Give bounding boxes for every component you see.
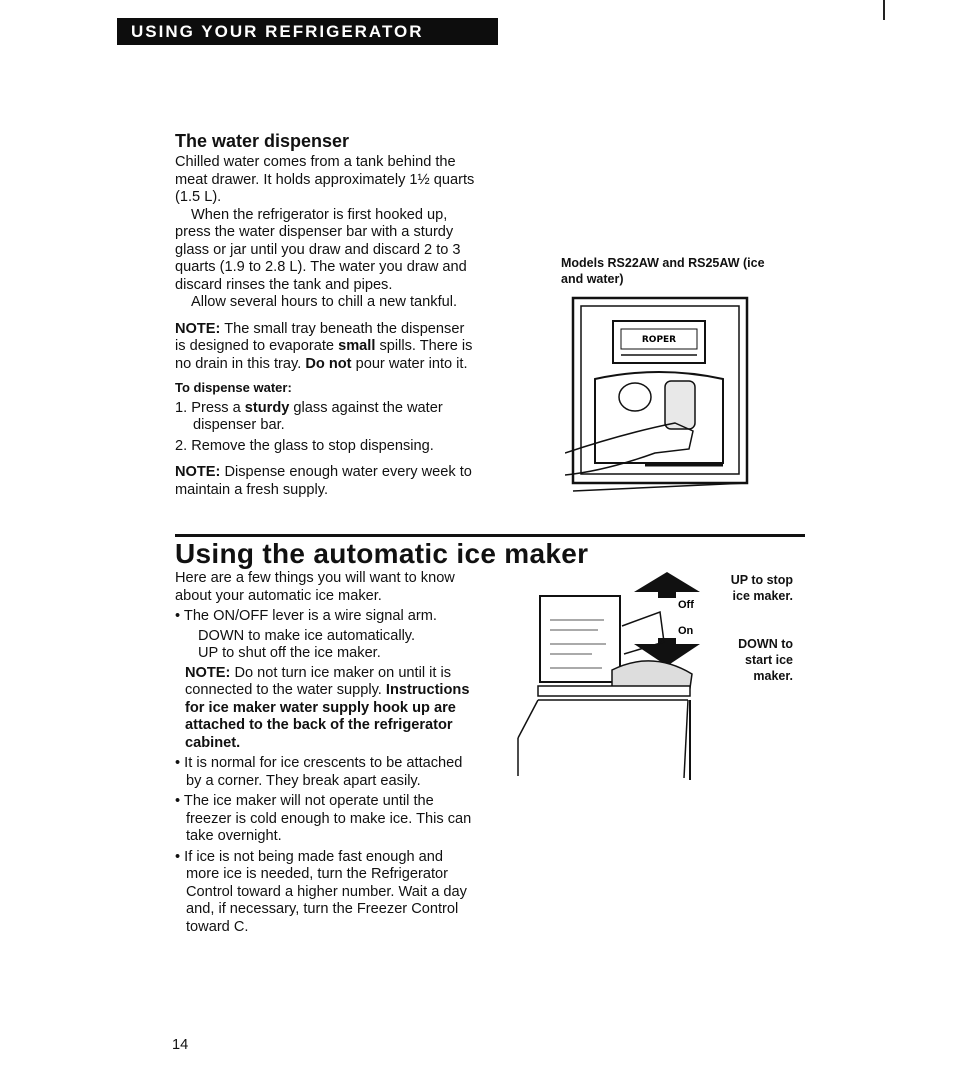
figure-caption-models: Models RS22AW and RS25AW (ice and water) bbox=[561, 256, 765, 286]
off-label: Off bbox=[678, 599, 694, 611]
water-para-3: Allow several hours to chill a new tankful. bbox=[191, 294, 458, 310]
page-number: 14 bbox=[172, 1037, 189, 1053]
section-title: USING YOUR REFRIGERATOR bbox=[131, 22, 424, 41]
ice-note: NOTE: Do not turn ice maker on until it is connected to the water supply. Instructions for ice maker water supply hook up are attached to the back of the refrigerator cabinet. bbox=[185, 664, 470, 751]
ice-bullet-2: • It is normal for ice crescents to be attached by a corner. They break apart easily. bbox=[175, 755, 463, 789]
caption-down-to-start: DOWN to start ice maker. bbox=[738, 637, 793, 683]
dispense-subheading: To dispense water: bbox=[175, 380, 292, 395]
water-note-2: NOTE: Dispense enough water every week to maintain a fresh supply. bbox=[175, 464, 472, 498]
on-label: On bbox=[678, 625, 694, 637]
ice-maker-text bbox=[175, 570, 473, 936]
ice-maker-illustration bbox=[512, 570, 718, 784]
water-para-1: Chilled water comes from a tank behind the meat drawer. It holds approximately 1½ quarts (1.5 L). bbox=[175, 154, 475, 205]
water-dispenser-text bbox=[175, 154, 475, 499]
ice-bullet-3: • The ice maker will not operate until the freezer is cold enough to make ice. This can take overnight. bbox=[175, 793, 472, 844]
water-dispenser-heading: The water dispenser bbox=[175, 131, 350, 151]
ice-maker-heading: Using the automatic ice maker bbox=[175, 538, 589, 569]
figure-brand-label: ROPER bbox=[641, 335, 677, 345]
caption-up-to-stop: UP to stop ice maker. bbox=[730, 573, 793, 603]
ice-bullet-4: • If ice is not being made fast enough and more ice is needed, turn the Refrigerator Control toward a higher number. Wait a day and, if necessary, turn the Freezer Control toward C. bbox=[175, 848, 467, 935]
ice-down-line: DOWN to make ice automatically. bbox=[198, 627, 416, 644]
ice-bullet-1-detail bbox=[175, 628, 473, 663]
ice-intro: Here are a few things you will want to know about your automatic ice maker. bbox=[175, 570, 455, 604]
section-header-bar bbox=[117, 18, 498, 45]
water-dispenser-illustration bbox=[565, 293, 751, 495]
ice-bullet-1: • The ON/OFF lever is a wire signal arm. bbox=[175, 608, 437, 624]
ice-up-line: UP to shut off the ice maker. bbox=[198, 645, 381, 661]
dispense-step-1: 1. Press a sturdy glass against the water dispenser bar. bbox=[175, 399, 443, 433]
water-note-1: NOTE: The small tray beneath the dispenser is designed to evaporate small spills. There is no drain in this tray. Do not pour water into it. bbox=[175, 320, 473, 372]
dispense-step-2: 2. Remove the glass to stop dispensing. bbox=[175, 437, 434, 454]
section-divider bbox=[175, 534, 805, 537]
water-para-2: When the refrigerator is first hooked up, press the water dispenser bar with a sturdy glass or jar until you draw and discard 2 to 3 quarts (1.9 to 2.8 L). The water you draw and discard rinses the tank and pipes. bbox=[175, 206, 467, 293]
arrow-up-icon bbox=[634, 572, 700, 598]
margin-mark bbox=[883, 0, 885, 20]
